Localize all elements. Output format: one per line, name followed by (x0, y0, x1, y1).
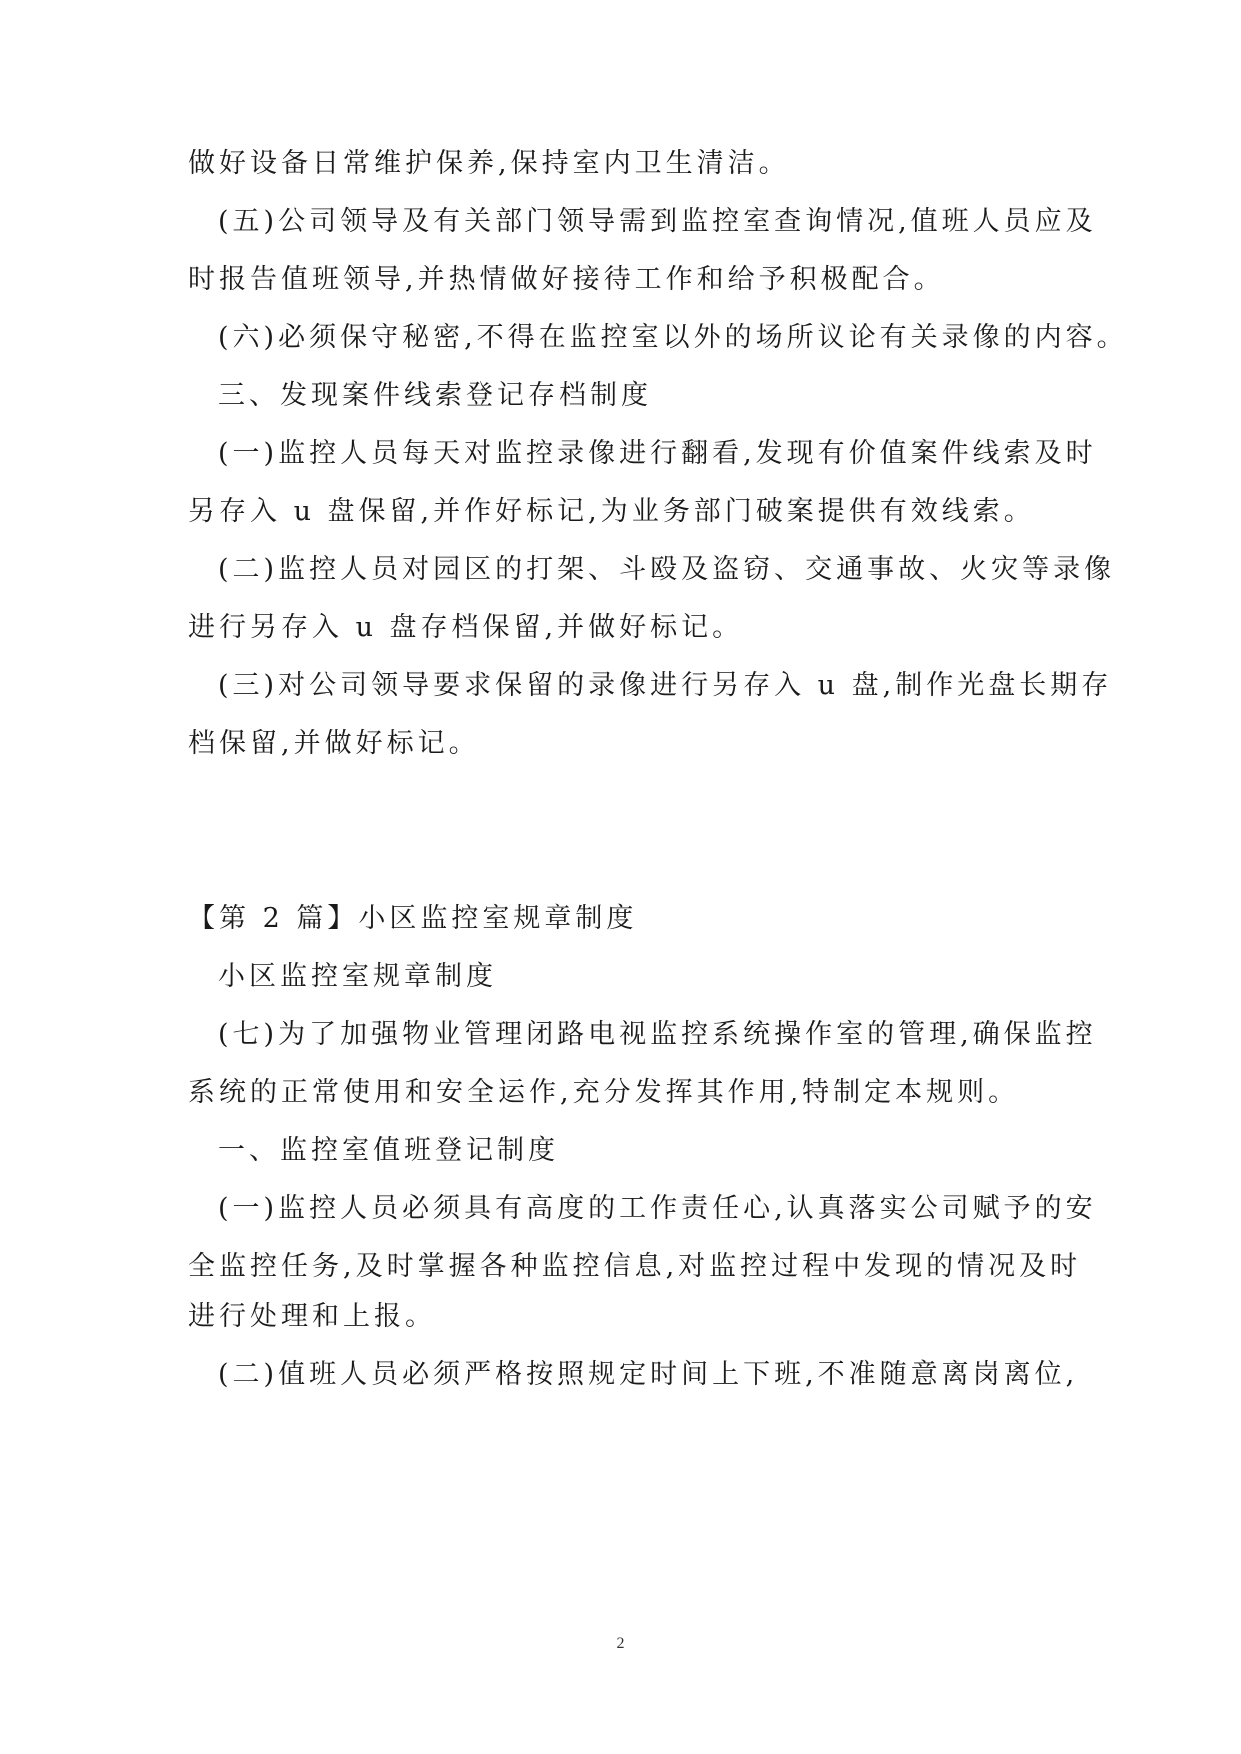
paragraph-line: 全监控任务,及时掌握各种监控信息,对监控过程中发现的情况及时 (188, 1251, 1082, 1282)
paragraph-line: 做好设备日常维护保养,保持室内卫生清洁。 (188, 148, 790, 179)
paragraph-line: 系统的正常使用和安全运作,充分发挥其作用,特制定本规则。 (188, 1077, 1020, 1108)
paragraph-line: (一)监控人员必须具有高度的工作责任心,认真落实公司赋予的安 (218, 1193, 1097, 1224)
paragraph-line: 进行处理和上报。 (188, 1301, 436, 1332)
paragraph-line: (一)监控人员每天对监控录像进行翻看,发现有价值案件线索及时 (218, 438, 1097, 469)
paragraph-line: 进行另存入 u 盘存档保留,并做好标记。 (188, 612, 744, 643)
paragraph-line: (六)必须保守秘密,不得在监控室以外的场所议论有关录像的内容。 (218, 322, 1128, 353)
paragraph-line: 档保留,并做好标记。 (188, 728, 480, 759)
paragraph-line: 时报告值班领导,并热情做好接待工作和给予积极配合。 (188, 264, 945, 295)
paragraph-line: (二)值班人员必须严格按照规定时间上下班,不准随意离岗离位, (218, 1359, 1079, 1390)
section-heading: 小区监控室规章制度 (218, 961, 497, 992)
paragraph-line: (二)监控人员对园区的打架、斗殴及盗窃、交通事故、火灾等录像 (218, 554, 1116, 585)
section-heading: 三、发现案件线索登记存档制度 (218, 380, 652, 411)
paragraph-line: 另存入 u 盘保留,并作好标记,为业务部门破案提供有效线索。 (188, 496, 1035, 527)
paragraph-line: (七)为了加强物业管理闭路电视监控系统操作室的管理,确保监控 (218, 1019, 1097, 1050)
page-number: 2 (616, 1635, 625, 1652)
paragraph-line: (五)公司领导及有关部门领导需到监控室查询情况,值班人员应及 (218, 206, 1097, 237)
chapter-title: 【第 2 篇】小区监控室规章制度 (188, 903, 638, 934)
paragraph-line: (三)对公司领导要求保留的录像进行另存入 u 盘,制作光盘长期存 (218, 670, 1113, 701)
section-heading: 一、监控室值班登记制度 (218, 1135, 559, 1166)
